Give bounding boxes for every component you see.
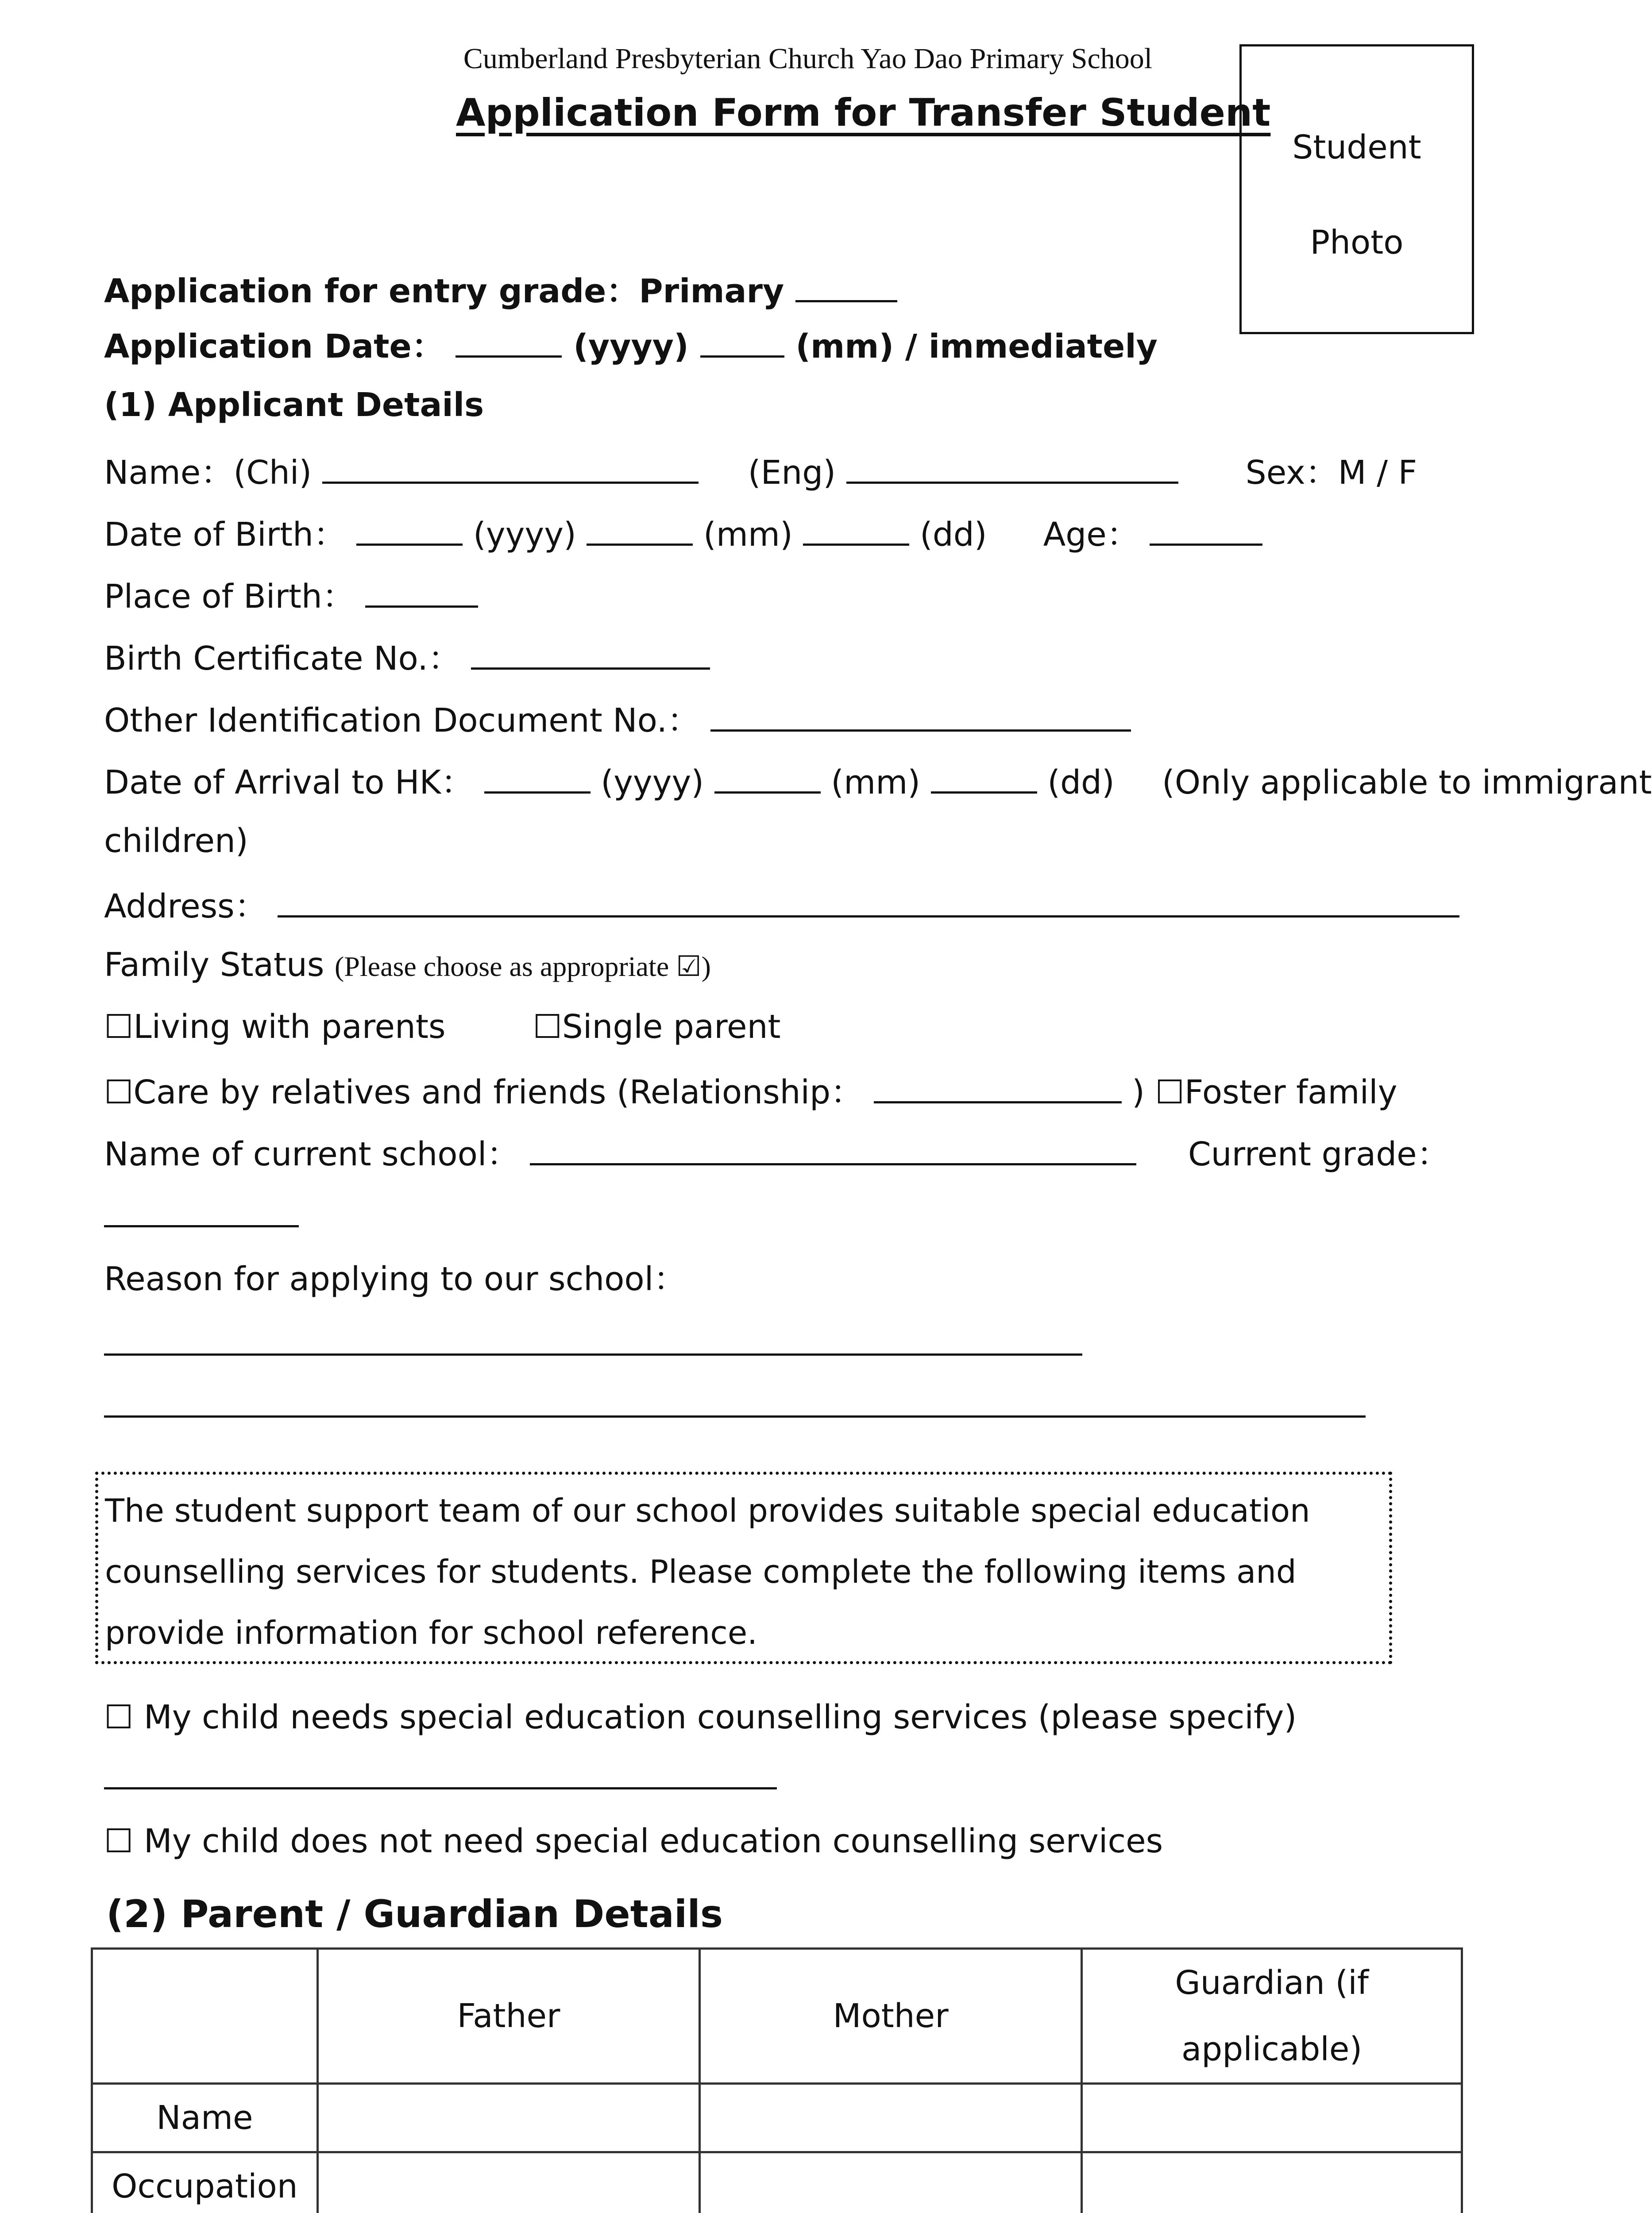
parents-header-row (92, 1949, 1462, 2084)
arrival-note-cont: children) (104, 822, 248, 860)
photo-label-line2: Photo (1310, 224, 1404, 262)
father-name-cell[interactable] (317, 2084, 699, 2152)
option-foster-family[interactable]: ) ☐Foster family (1132, 1073, 1397, 1111)
reason-label: Reason for applying to our school： (104, 1260, 687, 1298)
reason-blank-2[interactable] (104, 1381, 1366, 1418)
applicant-heading: (1) Applicant Details (104, 386, 484, 424)
place-of-birth-blank[interactable] (365, 571, 478, 608)
guardian-occupation-cell[interactable] (1082, 2152, 1462, 2213)
dob-month-blank[interactable] (587, 509, 693, 546)
age-blank[interactable] (1150, 509, 1262, 546)
other-id-label: Other Identification Document No.： (104, 702, 700, 740)
student-photo-box (1239, 44, 1474, 334)
arrival-dd-label: (dd) (1047, 763, 1115, 802)
application-year-blank[interactable] (455, 321, 562, 358)
address-line (104, 881, 1459, 929)
other-id-blank[interactable] (710, 695, 1131, 732)
parents-row-name (92, 2084, 1462, 2152)
sen-not-needs-option[interactable]: ☐ My child does not need special education counselling services (104, 1822, 1163, 1860)
name-chi-label: Name：(Chi) (104, 454, 312, 492)
application-date-label: Application Date： (104, 328, 444, 366)
current-grade-blank[interactable] (104, 1191, 299, 1227)
entry-grade-line (104, 266, 897, 313)
dob-mm-label: (mm) (703, 516, 793, 554)
current-school-label: Name of current school： (104, 1135, 520, 1173)
family-status-note: (Please choose as appropriate ☑) (334, 951, 711, 982)
dob-label: Date of Birth： (104, 516, 346, 554)
birth-cert-label: Birth Certificate No.： (104, 640, 461, 678)
dob-yyyy-label: (yyyy) (473, 516, 576, 554)
form-title: Application Form for Transfer Student (456, 91, 1271, 135)
birth-cert-line (104, 633, 710, 681)
application-date-line (104, 321, 1158, 369)
arrival-line (104, 757, 1652, 805)
dob-year-blank[interactable] (356, 509, 463, 546)
place-of-birth-label: Place of Birth： (104, 578, 355, 616)
father-occupation-cell[interactable] (317, 2152, 699, 2213)
family-status-line (104, 943, 711, 989)
name-chi-blank[interactable] (322, 447, 699, 484)
mother-name-cell[interactable] (700, 2084, 1082, 2152)
parents-header-empty (92, 1949, 318, 2084)
application-month-blank[interactable] (700, 321, 784, 358)
option-care-by-relatives[interactable]: ☐Care by relatives and friends (Relationship： (104, 1073, 864, 1111)
special-education-notice: The student support team of our school provides suitable special education counselling services for students. Please complete the following items and provide information for school reference. (95, 1472, 1392, 1664)
address-blank[interactable] (278, 881, 1459, 918)
entry-grade-blank[interactable] (795, 266, 897, 302)
current-school-line (104, 1129, 1450, 1176)
header-father: Father (317, 1949, 699, 2084)
current-grade-line (104, 1191, 299, 1238)
row-label-name: Name (92, 2084, 318, 2152)
arrival-note: (Only applicable to immigrant (1162, 763, 1652, 802)
relationship-blank[interactable] (874, 1067, 1122, 1103)
current-grade-label: Current grade： (1188, 1135, 1450, 1173)
application-mm-label: (mm) / immediately (795, 328, 1158, 366)
parents-row-occupation (92, 2152, 1462, 2213)
dob-line (104, 509, 1262, 557)
guardian-name-cell[interactable] (1082, 2084, 1462, 2152)
birth-cert-blank[interactable] (471, 633, 710, 670)
family-options-line2 (104, 1067, 1397, 1114)
reason-line1 (104, 1319, 1082, 1367)
mother-occupation-cell[interactable] (700, 2152, 1082, 2213)
age-label: Age： (1043, 516, 1139, 554)
name-line (104, 447, 1417, 495)
arrival-month-blank[interactable] (714, 757, 821, 794)
sen-specify-line (104, 1753, 777, 1800)
arrival-yyyy-label: (yyyy) (601, 763, 704, 802)
arrival-day-blank[interactable] (931, 757, 1037, 794)
photo-label-line1: Student (1292, 128, 1421, 166)
family-options-line1 (104, 1005, 781, 1049)
family-status-label: Family Status (104, 946, 324, 984)
name-eng-label: (Eng) (748, 454, 836, 492)
arrival-mm-label: (mm) (831, 763, 921, 802)
header-mother: Mother (700, 1949, 1082, 2084)
other-id-line (104, 695, 1131, 743)
reason-blank-1[interactable] (104, 1319, 1082, 1356)
sex-label: Sex：M / F (1245, 454, 1417, 492)
sen-needs-option[interactable]: ☐ My child needs special education counselling services (please specify) (104, 1698, 1297, 1736)
arrival-year-blank[interactable] (484, 757, 591, 794)
row-label-occupation: Occupation (92, 2152, 318, 2213)
application-yyyy-label: (yyyy) (573, 328, 689, 366)
entry-grade-label: Application for entry grade：Primary (104, 272, 784, 310)
arrival-label: Date of Arrival to HK： (104, 763, 474, 802)
sen-specify-blank[interactable] (104, 1753, 777, 1789)
option-living-with-parents[interactable]: ☐Living with parents (104, 1008, 446, 1046)
name-eng-blank[interactable] (846, 447, 1178, 484)
reason-line2 (104, 1381, 1366, 1429)
dob-dd-label: (dd) (919, 516, 987, 554)
current-school-blank[interactable] (530, 1129, 1136, 1165)
header-guardian: Guardian (if applicable) (1082, 1949, 1462, 2084)
option-single-parent[interactable]: ☐Single parent (533, 1008, 781, 1046)
school-name: Cumberland Presbyterian Church Yao Dao Primary School (463, 42, 1153, 75)
dob-day-blank[interactable] (803, 509, 909, 546)
parents-table (91, 1947, 1463, 2213)
address-label: Address： (104, 887, 267, 925)
place-of-birth-line (104, 571, 478, 619)
parents-heading: (2) Parent / Guardian Details (106, 1892, 723, 1936)
